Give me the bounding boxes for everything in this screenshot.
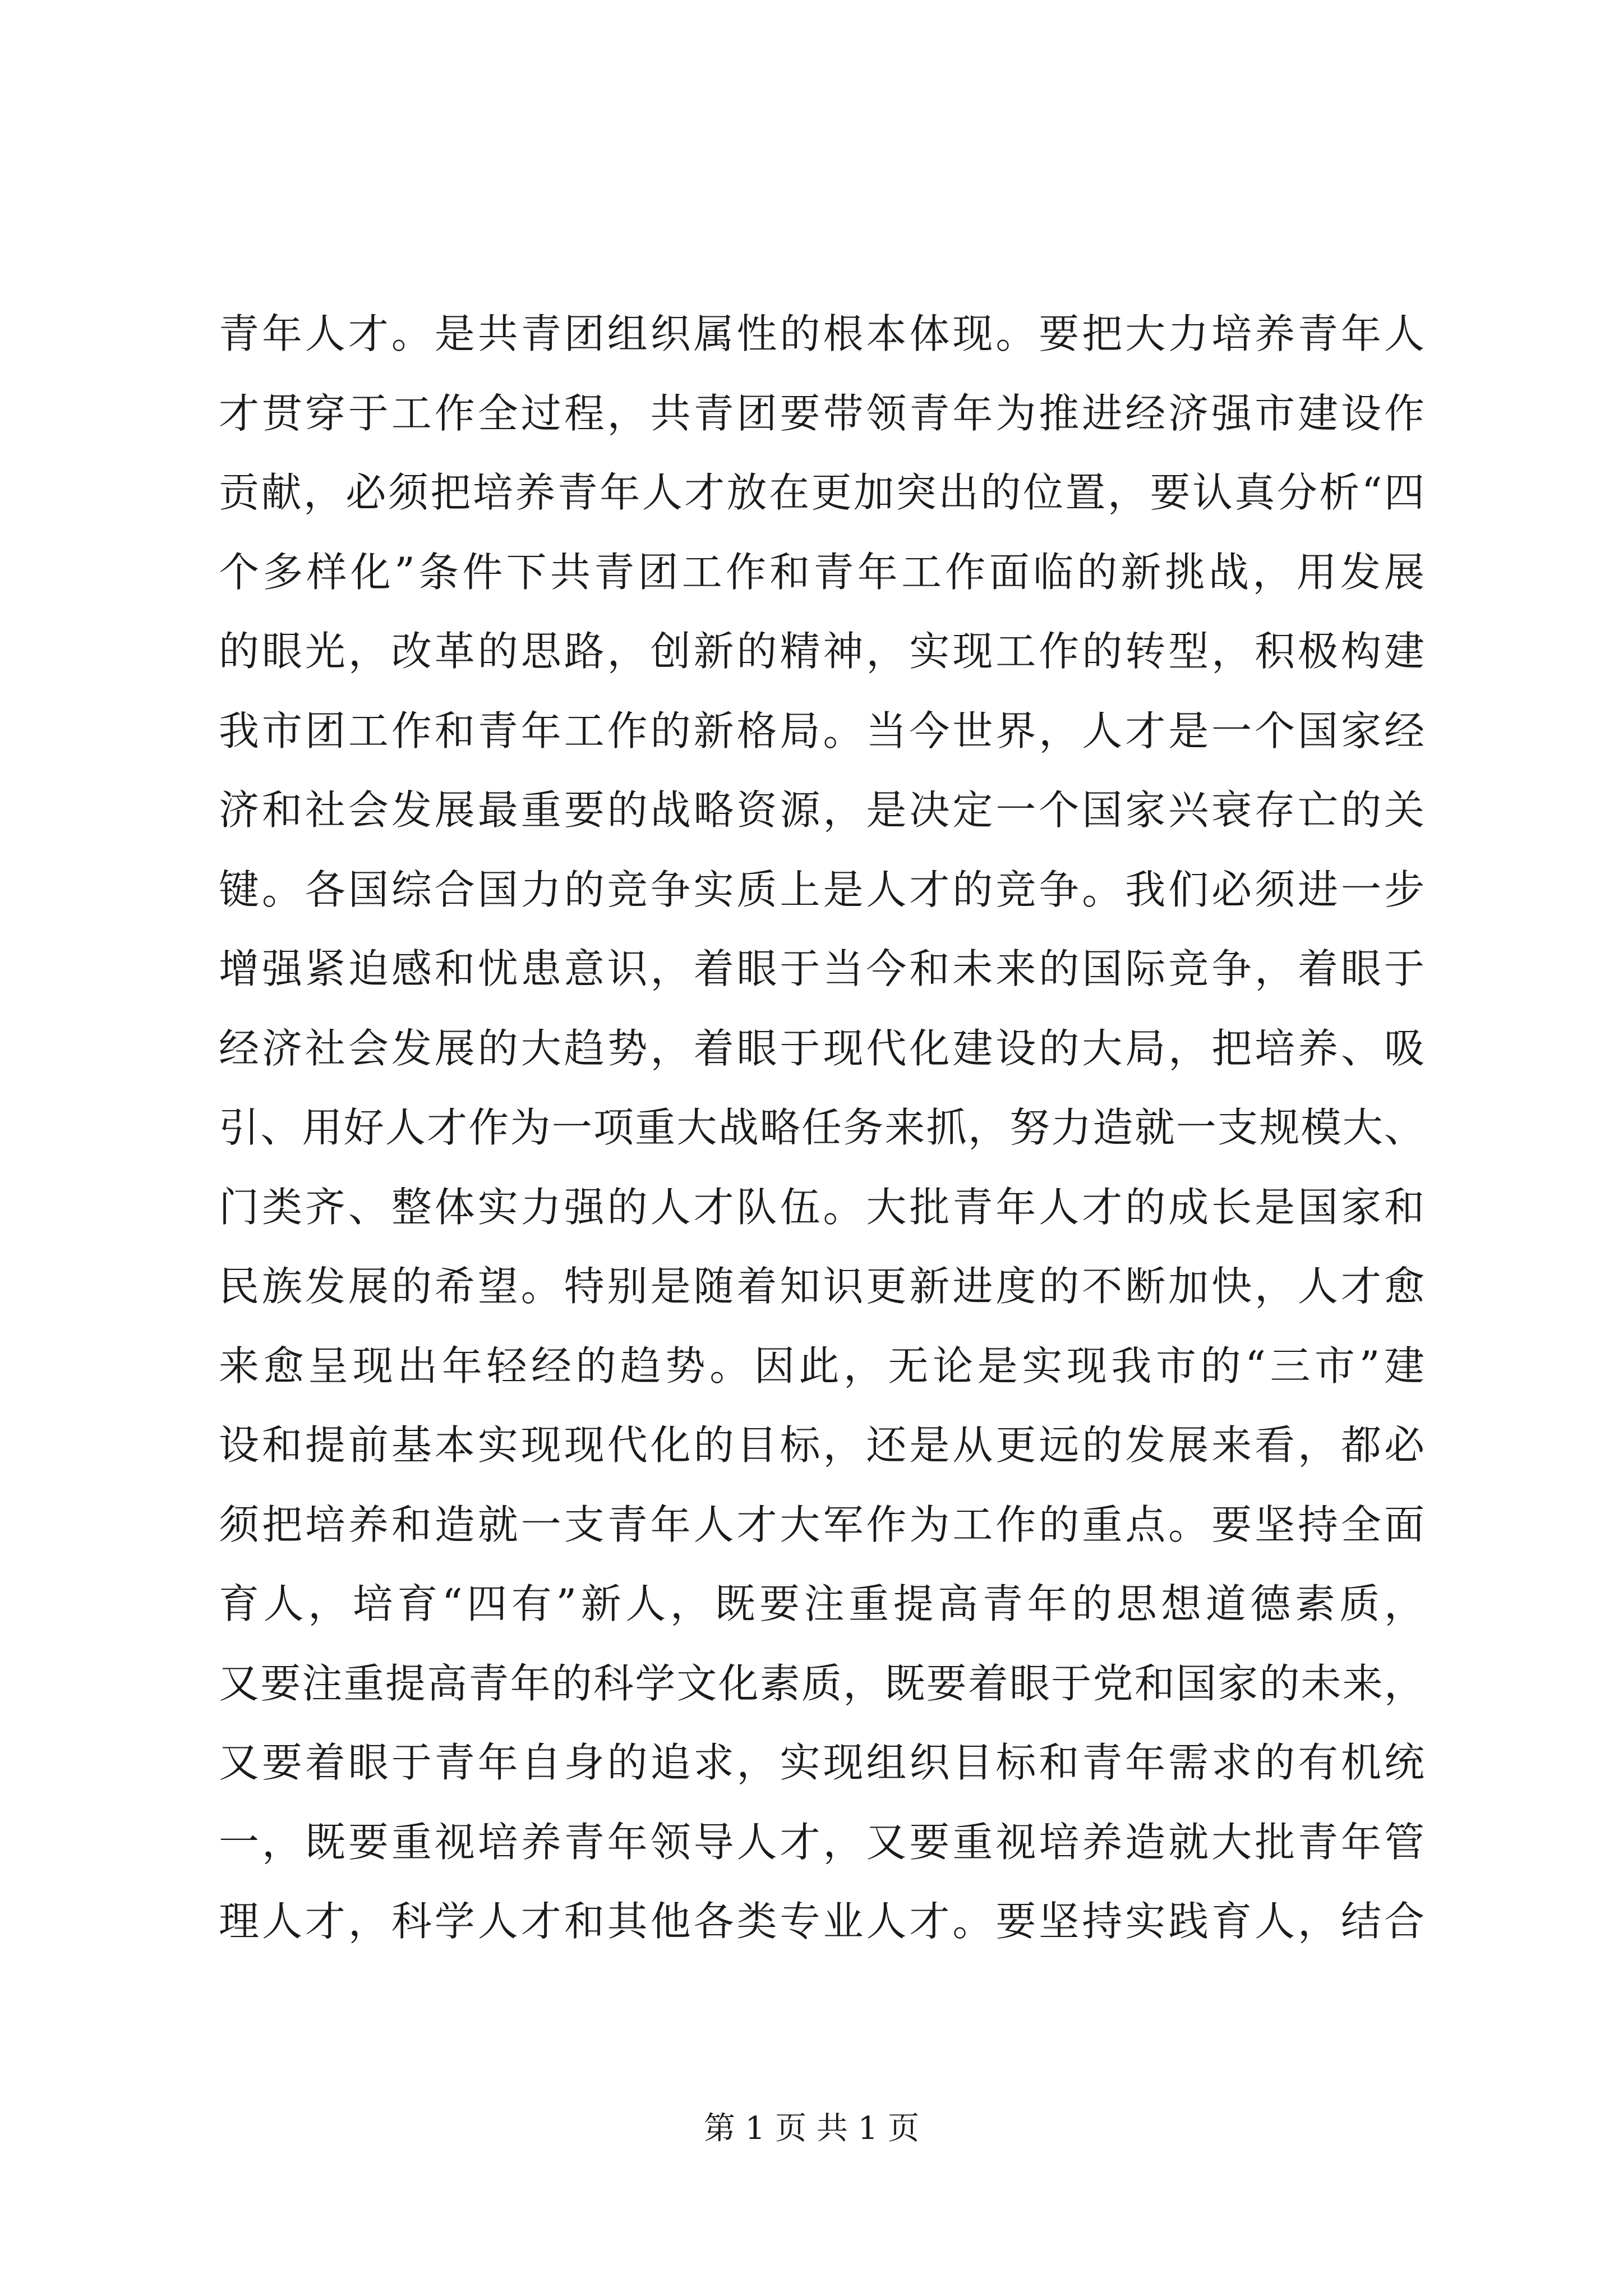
text-line: 才贯穿于工作全过程，共青团要带领青年为推进经济强市建设作 xyxy=(219,389,1424,437)
text-line: 经济社会发展的大趋势，着眼于现代化建设的大局，把培养、吸 xyxy=(219,1024,1424,1072)
page-footer xyxy=(0,2106,1623,2151)
text-line: 引、用好人才作为一项重大战略任务来抓，努力造就一支规模大、 xyxy=(219,1104,1424,1151)
text-line: 个多样化”条件下共青团工作和青年工作面临的新挑战，用发展 xyxy=(219,548,1424,596)
text-line: 的眼光，改革的思路，创新的精神，实现工作的转型，积极构建 xyxy=(219,628,1424,675)
text-line: 一，既要重视培养青年领导人才，又要重视培养造就大批青年管 xyxy=(219,1818,1424,1866)
text-line: 贡献，必须把培养青年人才放在更加突出的位置，要认真分析“四 xyxy=(219,469,1424,516)
text-line: 我市团工作和青年工作的新格局。当今世界，人才是一个国家经 xyxy=(219,707,1424,754)
text-line: 又要着眼于青年自身的追求，实现组织目标和青年需求的有机统 xyxy=(219,1739,1424,1786)
text-line: 来愈呈现出年轻经的趋势。因此，无论是实现我市的“三市”建 xyxy=(219,1342,1424,1389)
text-line: 键。各国综合国力的竞争实质上是人才的竞争。我们必须进一步 xyxy=(219,866,1424,913)
text-line: 须把培养和造就一支青年人才大军作为工作的重点。要坚持全面 xyxy=(219,1501,1424,1548)
body-paragraph xyxy=(219,295,1424,1962)
text-line: 青年人才。是共青团组织属性的根本体现。要把大力培养青年人 xyxy=(219,310,1424,357)
text-line: 门类齐、整体实力强的人才队伍。大批青年人才的成长是国家和 xyxy=(219,1183,1424,1231)
text-line: 育人，培育“四有”新人，既要注重提高青年的思想道德素质， xyxy=(219,1580,1424,1627)
text-line: 又要注重提高青年的科学文化素质，既要着眼于党和国家的未来， xyxy=(219,1659,1424,1707)
text-line: 理人才，科学人才和其他各类专业人才。要坚持实践育人，结合 xyxy=(219,1898,1424,1945)
page-number-label: 第 1 页 共 1 页 xyxy=(703,2110,920,2147)
text-line: 设和提前基本实现现代化的目标，还是从更远的发展来看，都必 xyxy=(219,1421,1424,1469)
text-line: 民族发展的希望。特别是随着知识更新进度的不断加快，人才愈 xyxy=(219,1263,1424,1310)
text-line: 济和社会发展最重要的战略资源，是决定一个国家兴衰存亡的关 xyxy=(219,786,1424,834)
text-line: 增强紧迫感和忧患意识，着眼于当今和未来的国际竞争，着眼于 xyxy=(219,945,1424,992)
